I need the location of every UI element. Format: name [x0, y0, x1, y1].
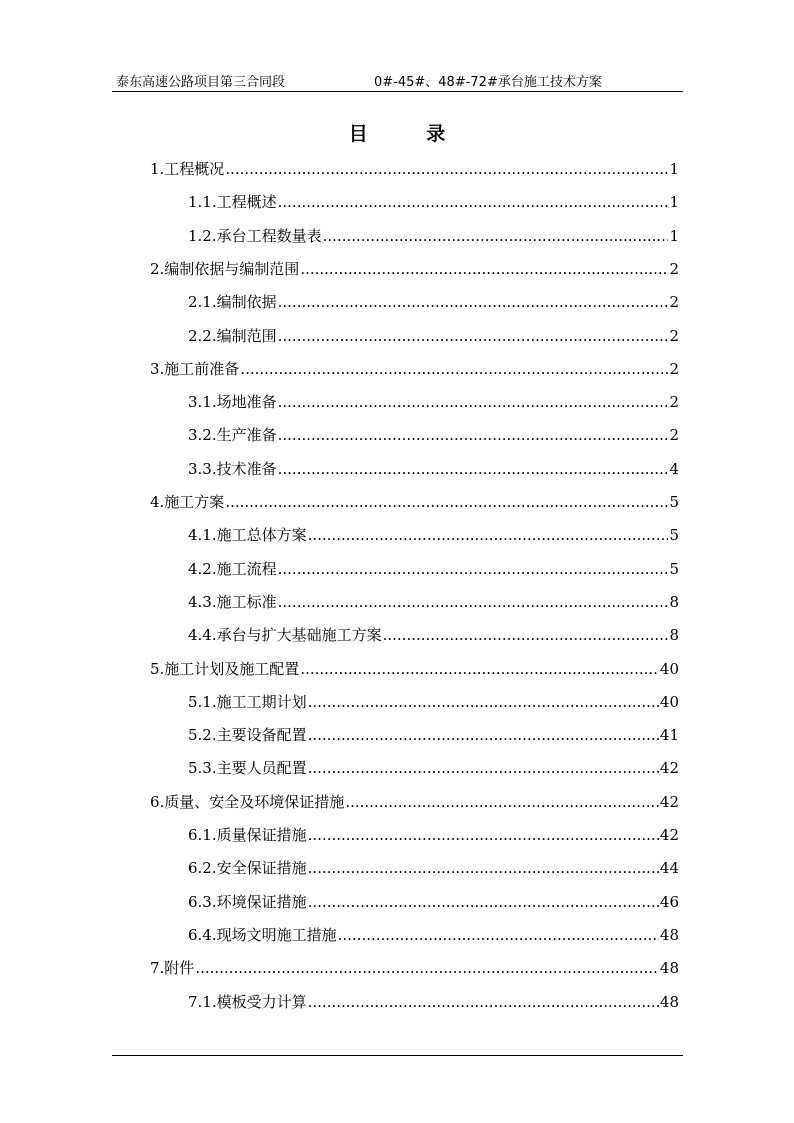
header-document-title: 0#-45#、48#-72#承台施工技术方案: [374, 75, 602, 90]
toc-dot-leader: [308, 824, 659, 846]
toc-entry-label: 3.1.场地准备: [188, 393, 277, 412]
toc-entry[interactable]: [150, 258, 679, 280]
toc-entry[interactable]: [188, 524, 679, 546]
toc-entry[interactable]: [188, 291, 679, 313]
toc-entry-page: 5: [669, 559, 679, 578]
toc-entry[interactable]: [188, 424, 679, 446]
toc-dot-leader: [308, 891, 659, 913]
toc-entry[interactable]: [188, 225, 679, 247]
page-header: [112, 68, 683, 90]
toc-entry-label: 6.4.现场文明施工措施: [188, 925, 337, 944]
toc-entry[interactable]: [150, 358, 679, 380]
toc-entry-page: 42: [659, 792, 679, 811]
toc-dot-leader: [278, 191, 669, 213]
toc-dot-leader: [383, 624, 669, 646]
toc-dot-leader: [278, 458, 669, 480]
toc-entry[interactable]: [188, 624, 679, 646]
toc-entry[interactable]: [150, 491, 679, 513]
toc-entry-label: 2.2.编制范围: [188, 326, 277, 345]
toc-entry-label: 4.2.施工流程: [188, 559, 277, 578]
toc-entry-label: 3.3.技术准备: [188, 459, 277, 478]
toc-entry-page: 48: [659, 959, 679, 978]
toc-entry-page: 4: [669, 459, 679, 478]
toc-entry[interactable]: [188, 891, 679, 913]
toc-entry-label: 4.3.施工标准: [188, 592, 277, 611]
toc-dot-leader: [338, 924, 659, 946]
toc-dot-leader: [240, 358, 668, 380]
toc-entry[interactable]: [188, 191, 679, 213]
toc-entry-page: 48: [659, 925, 679, 944]
toc-entry-label: 4.1.施工总体方案: [188, 526, 307, 545]
toc-entry-label: 1.1.工程概述: [188, 193, 277, 212]
toc-entry-label: 7.1.模板受力计算: [188, 992, 307, 1011]
toc-entry-label: 7.附件: [150, 959, 195, 978]
toc-entry-page: 40: [659, 692, 679, 711]
toc-entry-page: 42: [659, 759, 679, 778]
toc-dot-leader: [278, 291, 669, 313]
toc-entry-page: 1: [669, 160, 679, 178]
toc-entry[interactable]: [188, 391, 679, 413]
toc-entry[interactable]: [188, 757, 679, 779]
toc-dot-leader: [323, 225, 669, 247]
toc-entry-page: 2: [669, 393, 679, 412]
toc-entry[interactable]: [188, 724, 679, 746]
toc-entry-page: 8: [669, 592, 679, 611]
toc-dot-leader: [278, 424, 669, 446]
toc-dot-leader: [345, 791, 659, 813]
toc-entry-page: 2: [669, 326, 679, 345]
toc-entry-page: 2: [669, 426, 679, 445]
toc-entry-label: 5.施工计划及施工配置: [150, 659, 300, 678]
toc-dot-leader: [278, 391, 669, 413]
toc-dot-leader: [308, 991, 659, 1013]
toc-dot-leader: [308, 857, 659, 879]
toc-entry-page: 48: [659, 992, 679, 1011]
toc-entry[interactable]: [188, 591, 679, 613]
toc-entry-page: 40: [659, 659, 679, 678]
toc-dot-leader: [308, 724, 659, 746]
toc-entry-page: 46: [659, 892, 679, 911]
toc-entry-page: 8: [669, 626, 679, 645]
toc-entry-label: 5.3.主要人员配置: [188, 759, 307, 778]
toc-entry[interactable]: [188, 558, 679, 580]
toc-entry[interactable]: [150, 791, 679, 813]
footer-rule: [112, 1055, 683, 1056]
toc-dot-leader: [195, 957, 659, 979]
toc-dot-leader: [308, 757, 659, 779]
toc-entry-page: 44: [659, 859, 679, 878]
toc-entry-label: 1.工程概况: [150, 160, 225, 178]
toc-entry-page: 5: [669, 526, 679, 545]
toc-entry-label: 4.施工方案: [150, 493, 225, 511]
toc-entry-page: 41: [659, 726, 679, 745]
page-title: 目 录: [348, 123, 472, 145]
toc-dot-leader: [278, 325, 669, 347]
toc-dot-leader: [225, 158, 668, 180]
toc-entry-label: 3.2.生产准备: [188, 426, 277, 445]
toc-entry-page: 2: [669, 259, 679, 278]
toc-entry-label: 6.质量、安全及环境保证措施: [150, 792, 345, 811]
toc-dot-leader: [300, 258, 668, 280]
toc-entry[interactable]: [150, 158, 679, 180]
toc-entry-label: 4.4.承台与扩大基础施工方案: [188, 626, 382, 645]
toc-entry[interactable]: [188, 991, 679, 1013]
toc-entry-page: 1: [669, 226, 679, 245]
toc-entry-label: 6.3.环境保证措施: [188, 892, 307, 911]
toc-entry[interactable]: [188, 824, 679, 846]
toc-entry-label: 2.1.编制依据: [188, 293, 277, 312]
toc-entry-label: 6.2.安全保证措施: [188, 859, 307, 878]
toc-entry-label: 5.2.主要设备配置: [188, 726, 307, 745]
toc-entry-label: 3.施工前准备: [150, 359, 240, 378]
toc-entry[interactable]: [188, 691, 679, 713]
toc-entry[interactable]: [188, 458, 679, 480]
toc-entry-label: 6.1.质量保证措施: [188, 826, 307, 844]
header-rule: [112, 91, 683, 92]
toc-entry[interactable]: [150, 658, 679, 680]
toc-entry[interactable]: [188, 924, 679, 946]
toc-entry[interactable]: [150, 957, 679, 979]
toc-entry-label: 2.编制依据与编制范围: [150, 259, 300, 278]
toc-entry-page: 2: [669, 359, 679, 378]
header-project-name: 泰东高速公路项目第三合同段: [116, 75, 286, 90]
toc-dot-leader: [300, 658, 659, 680]
toc-dot-leader: [278, 591, 669, 613]
toc-entry-page: 5: [669, 493, 679, 511]
toc-entry[interactable]: [188, 857, 679, 879]
toc-entry-page: 42: [659, 826, 679, 844]
toc-entry-page: 2: [669, 293, 679, 312]
toc-entry-label: 5.1.施工工期计划: [188, 692, 307, 711]
toc-dot-leader: [278, 558, 669, 580]
toc-dot-leader: [308, 691, 659, 713]
toc-entry-page: 1: [669, 193, 679, 212]
toc-dot-leader: [308, 524, 669, 546]
toc-dot-leader: [225, 491, 668, 513]
toc-entry[interactable]: [188, 325, 679, 347]
toc-entry-label: 1.2.承台工程数量表: [188, 226, 322, 245]
